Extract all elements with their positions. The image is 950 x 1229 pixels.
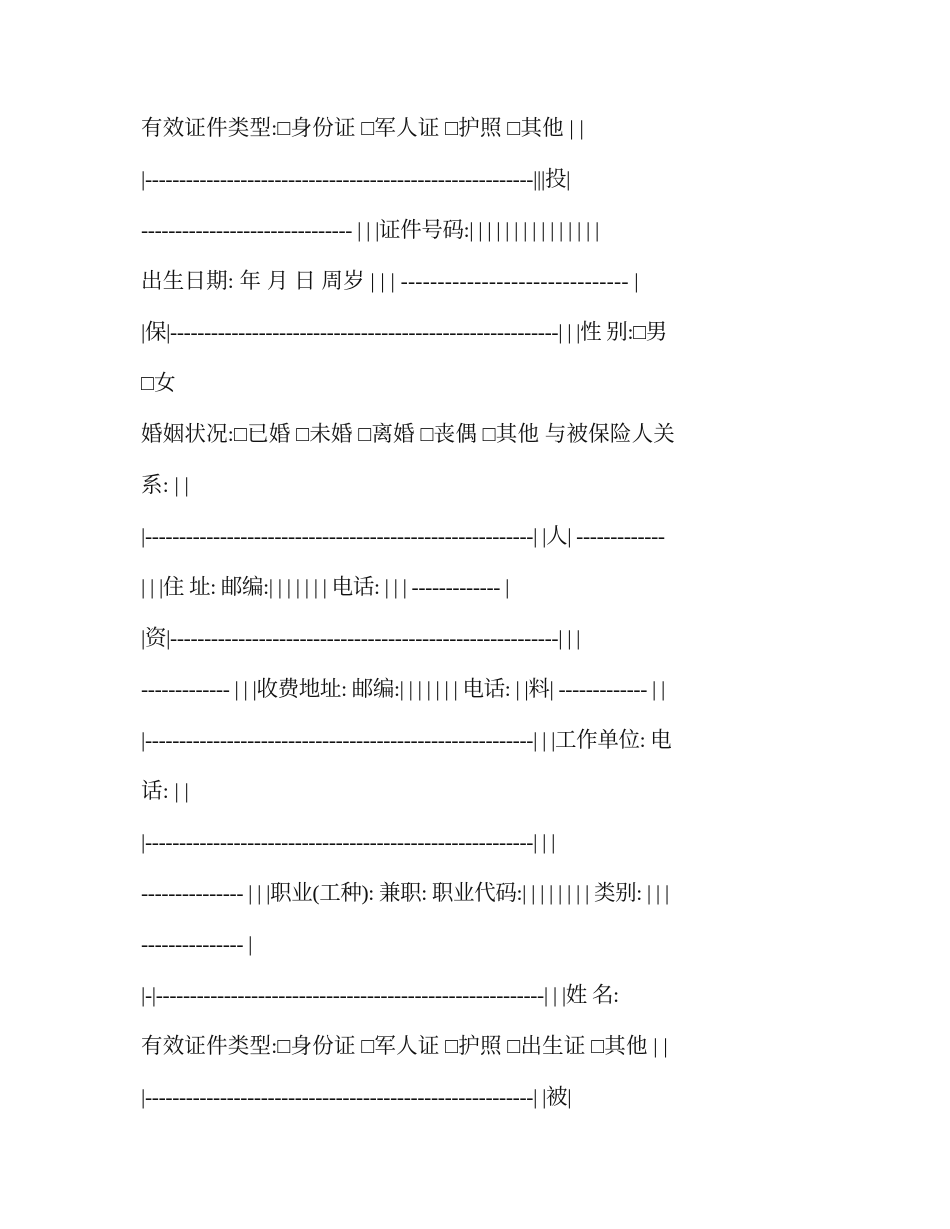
text-line: 系: | | [141,473,190,497]
text-line: |-|---------------------------------------------------------| | |姓 名: [141,983,619,1007]
text-line: 出生日期: 年 月 日 周岁 | | | ------------------------------- | [141,269,639,293]
text-line: □女 [141,371,176,395]
text-line: --------------- | | |职业(工种): 兼职: 职业代码:| | | | | | | | 类别: | | | [141,881,669,905]
text-line: |---------------------------------------------------------| | | [141,830,556,854]
text-line: |---------------------------------------------------------|||投| [141,167,571,191]
text-line: | | |住 址: 邮编:| | | | | | | 电话: | | | ------------- | [141,575,510,599]
text-line: |---------------------------------------------------------| |被| [141,1085,572,1109]
text-line: |保|---------------------------------------------------------| | |性 别:□男 [141,320,667,344]
text-line: ------------------------------- | | |证件号码:| | | | | | | | | | | | | | | [141,218,599,242]
text-line: |---------------------------------------------------------| |人| ------------- [141,524,665,548]
text-line: 有效证件类型:□身份证 □军人证 □护照 □出生证 □其他 | | [141,1034,668,1058]
text-line: 婚姻状况:□已婚 □未婚 □离婚 □丧偶 □其他 与被保险人关 [141,422,675,446]
text-line: |---------------------------------------------------------| | |工作单位: 电 [141,728,672,752]
document-page [141,103,821,1123]
text-line: ------------- | | |收费地址: 邮编:| | | | | | | 电话: | |料| ------------- | | [141,677,665,701]
text-line: |资|---------------------------------------------------------| | | [141,626,581,650]
text-line: 有效证件类型:□身份证 □军人证 □护照 □其他 | | [141,116,585,140]
text-line: --------------- | [141,932,253,956]
text-line: 话: | | [141,779,190,803]
